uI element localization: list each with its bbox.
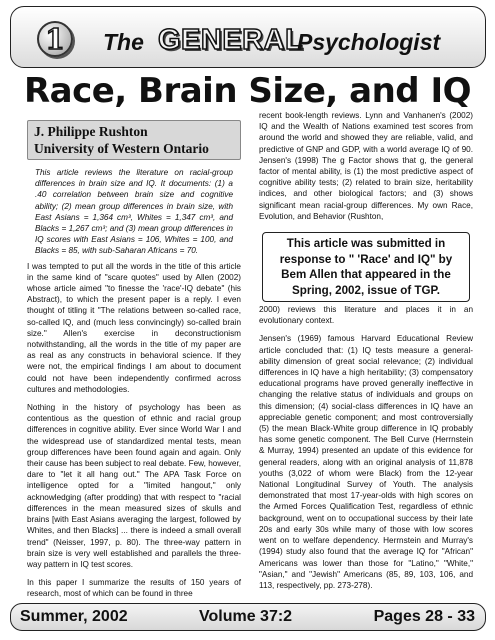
left-column <box>27 167 241 607</box>
footer-volume: Volume 37:2 <box>199 608 293 625</box>
article-title: Race, Brain Size, and IQ <box>23 71 472 111</box>
paragraph: In this paper I summarize the results of 150 years of research, most of which can be found in three <box>27 578 241 599</box>
paragraph: I was tempted to put all the words in the title of this article in the same kind of "scare quotes" used by Allen (2002) whose article aimed "to finesse the 'race'-IQ debate" (his Abstract), to which the present paper is a reply. I even thought of titling it "The relations between so-called race, so-called IQ, and (much less convincingly) so-called brain size." Allen's exercise in deconstructionism notwithstanding, all the words in the title of my paper are as real as any constructs in behavioral science. If they were not, the empirical findings I am about to document could not have been independently confirmed across cultures and methodologies. <box>27 261 241 394</box>
masthead-general: GENERAL <box>158 24 304 56</box>
footer-bar <box>10 603 486 631</box>
abstract: This article reviews the literature on racial-group differences in brain size and IQ. It documents: (1) a .40 correlation between brain size and cognitive ability; (2) mean group differences in brain size, with East Asians = 1,364 cm³, Whites = 1,347 cm³, and Blacks = 1,267 cm³; and (3) mean group differences in IQ scores with East Asians = 106, Whites = 100, and Blacks = 85, with sub-Saharan Africans = 70. <box>35 168 233 256</box>
right-column <box>259 110 473 598</box>
author-name: J. Philippe Rushton <box>34 124 148 139</box>
paragraph: Jensen's (1969) famous Harvard Educational Review article concluded that: (1) IQ tests measure a general-ability dimension of great social relevance; (2) individual differences in IQ have a high heritability; (3) compensatory educational programs have proved generally ineffective in changing the relative status of individuals and groups on this dimension; (4) social-class differences in IQ have an appreciable genetic component; and most controversially (5) the mean Black-White group difference in IQ probably has some genetic component. The Bell Curve (Herrnstein & Murray, 1994) presented an update of this evidence for general readers, along with an original analysis of 11,878 youths (3,022 of whom were Black) from the 12-year National Longitudinal Survey of Youth. The analysis demonstrated that most 17-year-olds with high scores on the Armed Forces Qualification Test, regardless of ethnic background, went on to occupational success by their late 20s and early 30s while many of those with low scores went on to welfare dependency. Herrnstein and Murray's (1994) study also found that the average IQ for "African" Americans was lower than those for "Latino," "White," "Asian," and "Jewish" Americans (85, 89, 103, 106, and 113, respectively, pp. 273-278). <box>259 334 473 590</box>
masthead-the: The <box>103 29 144 55</box>
logo-numeral: 1 <box>45 23 65 56</box>
paragraph: Nothing in the history of psychology has been as contentious as the question of ethnic and racial group differences in cognitive ability. Ever since World War I and the widespread use of standardized mental tests, mean group differences have been found again and again. Only their cause has been subject to real debate. Few, however, dare to "let it all hang out." The APA Task Force on intelligence opted for a "limited hangout," only acknowledging (after prodding) that with respect to "racial differences in the mean measured sizes of skulls and brains [with East Asians averaging the largest, followed by Whites, and then Blacks] ... there is indeed a small overall trend" (Neisser, 1997, p. 80). The three-way pattern in brain size is very well established and parallels the three-way pattern in IQ test scores. <box>27 403 241 569</box>
author-box <box>27 120 241 160</box>
logo-badge <box>37 21 73 57</box>
paragraph: 2000) reviews this literature and places it in an evolutionary context. <box>259 305 473 326</box>
submission-callout: This article was submitted in response to " 'Race' and IQ" by Bem Allen that appeared in the Spring, 2002, issue of TGP. <box>262 232 470 302</box>
paragraph: recent book-length reviews. Lynn and Vanhanen's (2002) IQ and the Wealth of Nations examined test scores from around the world and showed they are reliable, valid, and predictive of GNP and GDP, with a world average IQ of 90. Jensen's (1998) The g Factor shows that g, the general factor of mental ability, is (1) the most predictive aspect of cognitive ability tests; (2) related to brain size, heritability indices, and other biological factors; and (3) shows significant mean racial-group differences. My own Race, Evolution, and Behavior (Rushton, <box>259 111 473 221</box>
masthead <box>10 6 486 68</box>
masthead-psychologist: Psychologist <box>297 29 441 55</box>
footer-pages: Pages 28 - 33 <box>373 608 475 625</box>
author-affiliation: University of Western Ontario <box>34 141 209 156</box>
footer-issue: Summer, 2002 <box>20 608 128 625</box>
